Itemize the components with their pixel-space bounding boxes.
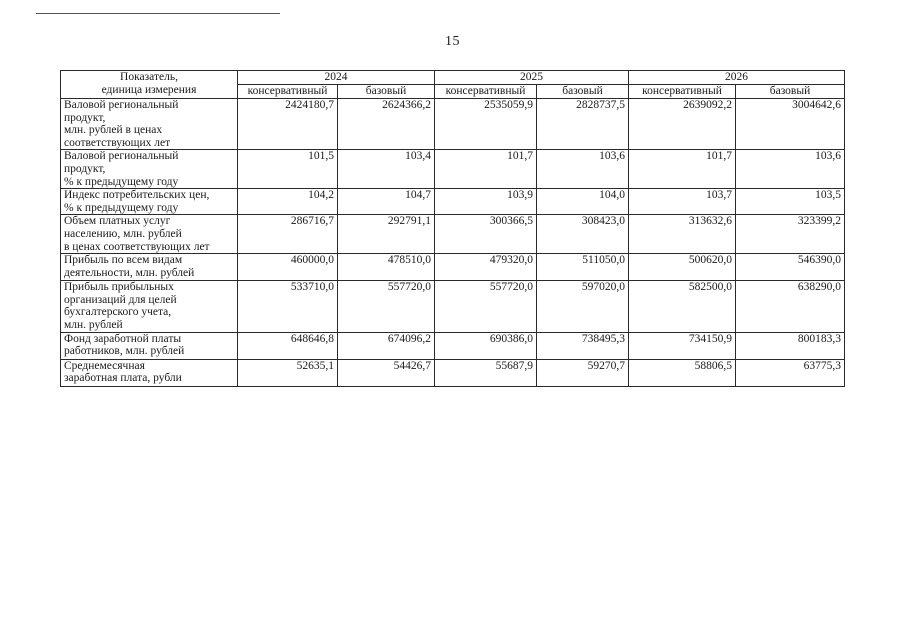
value-cell: 58806,5 xyxy=(629,359,736,386)
value-cell: 690386,0 xyxy=(435,332,537,359)
indicator-cell xyxy=(61,189,238,215)
value-cell: 104,0 xyxy=(537,189,629,215)
value-cell: 460000,0 xyxy=(238,254,338,281)
value-cell: 738495,3 xyxy=(537,332,629,359)
table-row xyxy=(61,99,845,150)
indicator-line: продукт, xyxy=(64,111,106,124)
value-cell: 292791,1 xyxy=(338,215,435,254)
indicator-cell xyxy=(61,99,238,150)
value-cell: 103,5 xyxy=(736,189,845,215)
indicator-header-line: единица измерения xyxy=(101,83,197,96)
value-cell: 103,6 xyxy=(736,150,845,189)
table-row xyxy=(61,359,845,386)
indicator-line: в ценах соответствующих лет xyxy=(64,240,210,253)
value-cell: 638290,0 xyxy=(736,281,845,332)
indicator-line: продукт, xyxy=(64,162,106,175)
indicator-line: Прибыль прибыльных xyxy=(64,281,174,294)
page-number: 15 xyxy=(445,34,460,49)
table-row xyxy=(61,189,845,215)
value-cell: 648646,8 xyxy=(238,332,338,359)
variant-header-base: базовый xyxy=(537,85,629,99)
indicator-cell xyxy=(61,332,238,359)
variant-header-conservative: консервативный xyxy=(629,85,736,99)
value-cell: 800183,3 xyxy=(736,332,845,359)
value-cell: 52635,1 xyxy=(238,359,338,386)
indicator-line: Фонд заработной платы xyxy=(64,332,182,345)
year-header-2026: 2026 xyxy=(629,71,845,85)
indicator-cell xyxy=(61,150,238,189)
table-row xyxy=(61,332,845,359)
indicator-line: соответствующих лет xyxy=(64,136,171,149)
value-cell: 2828737,5 xyxy=(537,99,629,150)
value-cell: 103,9 xyxy=(435,189,537,215)
forecast-table xyxy=(60,70,845,387)
indicator-line: млн. рублей xyxy=(64,318,123,331)
indicator-header xyxy=(61,71,238,99)
indicator-cell xyxy=(61,254,238,281)
value-cell: 557720,0 xyxy=(338,281,435,332)
value-cell: 478510,0 xyxy=(338,254,435,281)
value-cell: 59270,7 xyxy=(537,359,629,386)
indicator-line: деятельности, млн. рублей xyxy=(64,266,195,279)
indicator-line: млн. рублей в ценах xyxy=(64,124,163,137)
indicator-line: % к предыдущему году xyxy=(64,201,179,214)
value-cell: 55687,9 xyxy=(435,359,537,386)
variant-header-conservative: консервативный xyxy=(435,85,537,99)
value-cell: 103,4 xyxy=(338,150,435,189)
variant-header-base: базовый xyxy=(338,85,435,99)
value-cell: 101,7 xyxy=(629,150,736,189)
indicator-line: организаций для целей xyxy=(64,293,177,306)
value-cell: 511050,0 xyxy=(537,254,629,281)
year-header-2024: 2024 xyxy=(238,71,435,85)
value-cell: 2424180,7 xyxy=(238,99,338,150)
indicator-cell xyxy=(61,215,238,254)
table-row xyxy=(61,254,845,281)
indicator-line: работников, млн. рублей xyxy=(64,345,185,358)
value-cell: 323399,2 xyxy=(736,215,845,254)
indicator-line: Прибыль по всем видам xyxy=(64,254,183,267)
indicator-line: заработная плата, рубли xyxy=(64,372,182,385)
value-cell: 533710,0 xyxy=(238,281,338,332)
value-cell: 2639092,2 xyxy=(629,99,736,150)
value-cell: 104,7 xyxy=(338,189,435,215)
indicator-line: % к предыдущему году xyxy=(64,175,179,188)
value-cell: 734150,9 xyxy=(629,332,736,359)
year-header-2025: 2025 xyxy=(435,71,629,85)
variant-header-conservative: консервативный xyxy=(238,85,338,99)
value-cell: 2535059,9 xyxy=(435,99,537,150)
top-rule xyxy=(36,13,280,14)
value-cell: 54426,7 xyxy=(338,359,435,386)
value-cell: 63775,3 xyxy=(736,359,845,386)
indicator-line: Валовой региональный xyxy=(64,99,179,111)
indicator-line: Объем платных услуг xyxy=(64,215,171,228)
value-cell: 286716,7 xyxy=(238,215,338,254)
value-cell: 3004642,6 xyxy=(736,99,845,150)
value-cell: 103,7 xyxy=(629,189,736,215)
value-cell: 104,2 xyxy=(238,189,338,215)
value-cell: 597020,0 xyxy=(537,281,629,332)
value-cell: 101,5 xyxy=(238,150,338,189)
value-cell: 2624366,2 xyxy=(338,99,435,150)
indicator-line: населению, млн. рублей xyxy=(64,227,182,240)
table-row xyxy=(61,281,845,332)
indicator-line: Индекс потребительских цен, xyxy=(64,189,210,202)
value-cell: 308423,0 xyxy=(537,215,629,254)
indicator-cell xyxy=(61,359,238,386)
table-row xyxy=(61,215,845,254)
value-cell: 557720,0 xyxy=(435,281,537,332)
value-cell: 101,7 xyxy=(435,150,537,189)
value-cell: 546390,0 xyxy=(736,254,845,281)
value-cell: 479320,0 xyxy=(435,254,537,281)
indicator-line: Валовой региональный xyxy=(64,150,179,163)
value-cell: 313632,6 xyxy=(629,215,736,254)
value-cell: 300366,5 xyxy=(435,215,537,254)
value-cell: 500620,0 xyxy=(629,254,736,281)
value-cell: 582500,0 xyxy=(629,281,736,332)
indicator-line: бухгалтерского учета, xyxy=(64,306,172,319)
indicator-header-line: Показатель, xyxy=(120,71,178,83)
indicator-line: Среднемесячная xyxy=(64,359,145,372)
indicator-cell xyxy=(61,281,238,332)
table-row xyxy=(61,150,845,189)
variant-header-base: базовый xyxy=(736,85,845,99)
value-cell: 674096,2 xyxy=(338,332,435,359)
value-cell: 103,6 xyxy=(537,150,629,189)
